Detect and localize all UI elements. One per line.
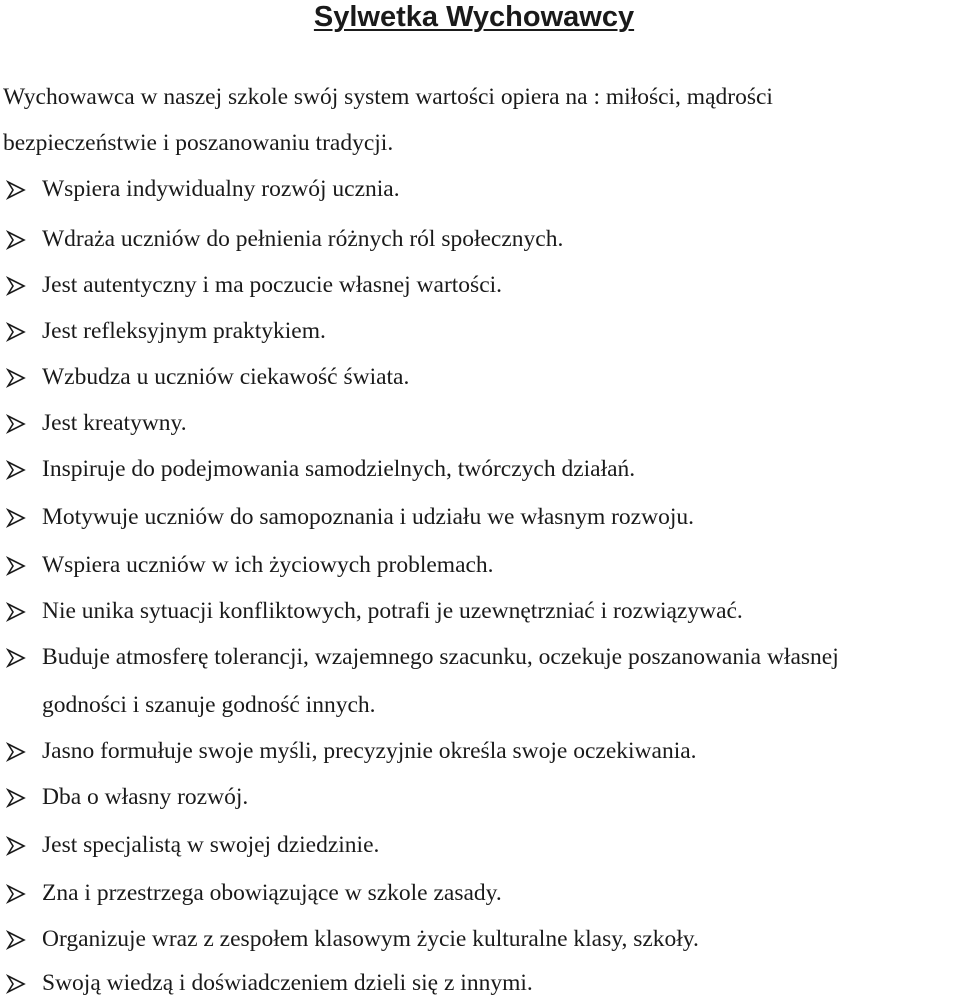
list-item-text: Jasno formułuje swoje myśli, precyzyjnie określa swoje oczekiwania. bbox=[42, 738, 697, 764]
list-item-text: Motywuje uczniów do samopoznania i udziału we własnym rozwoju. bbox=[42, 504, 694, 530]
arrowhead-bullet-icon bbox=[6, 276, 26, 296]
list-item-text: Wdraża uczniów do pełnienia różnych ról społecznych. bbox=[42, 226, 564, 252]
list-item-text: Nie unika sytuacji konfliktowych, potrafi je uzewnętrzniać i rozwiązywać. bbox=[42, 598, 743, 624]
list-item-text: Jest autentyczny i ma poczucie własnej wartości. bbox=[42, 272, 503, 298]
list-item-text: Dba o własny rozwój. bbox=[42, 784, 249, 810]
arrowhead-bullet-icon bbox=[6, 836, 26, 856]
list-item-text: Organizuje wraz z zespołem klasowym życie kulturalne klasy, szkoły. bbox=[42, 926, 699, 952]
list-item-text: Wzbudza u uczniów ciekawość świata. bbox=[42, 364, 410, 390]
arrowhead-bullet-icon bbox=[6, 930, 26, 950]
arrowhead-bullet-icon bbox=[6, 602, 26, 622]
page-title: Sylwetka Wychowawcy bbox=[313, 1, 635, 33]
arrowhead-bullet-icon bbox=[6, 648, 26, 668]
list-item-text: Wspiera uczniów w ich życiowych problemach. bbox=[42, 552, 494, 578]
arrowhead-bullet-icon bbox=[6, 884, 26, 904]
arrowhead-bullet-icon bbox=[6, 556, 26, 576]
arrowhead-bullet-icon bbox=[6, 974, 26, 994]
arrowhead-bullet-icon bbox=[6, 230, 26, 250]
arrowhead-bullet-icon bbox=[6, 322, 26, 342]
intro-line: Wychowawca w naszej szkole swój system wartości opiera na : miłości, mądrości bbox=[3, 84, 773, 110]
arrowhead-bullet-icon bbox=[6, 788, 26, 808]
list-item-text: Jest refleksyjnym praktykiem. bbox=[42, 318, 326, 344]
arrowhead-bullet-icon bbox=[6, 508, 26, 528]
arrowhead-bullet-icon bbox=[6, 460, 26, 480]
list-item-text: Jest specjalistą w swojej dziedzinie. bbox=[42, 832, 380, 858]
arrowhead-bullet-icon bbox=[6, 414, 26, 434]
list-item-text: Jest kreatywny. bbox=[42, 410, 187, 436]
list-item-text: Swoją wiedzą i doświadczeniem dzieli się z innymi. bbox=[42, 970, 533, 996]
list-item-text: Inspiruje do podejmowania samodzielnych, twórczych działań. bbox=[42, 456, 636, 482]
list-item-text: Zna i przestrzega obowiązujące w szkole zasady. bbox=[42, 880, 502, 906]
list-item-text-continuation: godności i szanuje godność innych. bbox=[42, 692, 376, 718]
list-item-text: Wspiera indywidualny rozwój ucznia. bbox=[42, 176, 400, 202]
list-item-text bbox=[42, 644, 839, 718]
arrowhead-bullet-icon bbox=[6, 180, 26, 200]
arrowhead-bullet-icon bbox=[6, 368, 26, 388]
arrowhead-bullet-icon bbox=[6, 742, 26, 762]
intro-line: bezpieczeństwie i poszanowaniu tradycji. bbox=[3, 130, 394, 156]
list-item-text-line: Buduje atmosferę tolerancji, wzajemnego szacunku, oczekuje poszanowania własnej bbox=[42, 644, 839, 670]
